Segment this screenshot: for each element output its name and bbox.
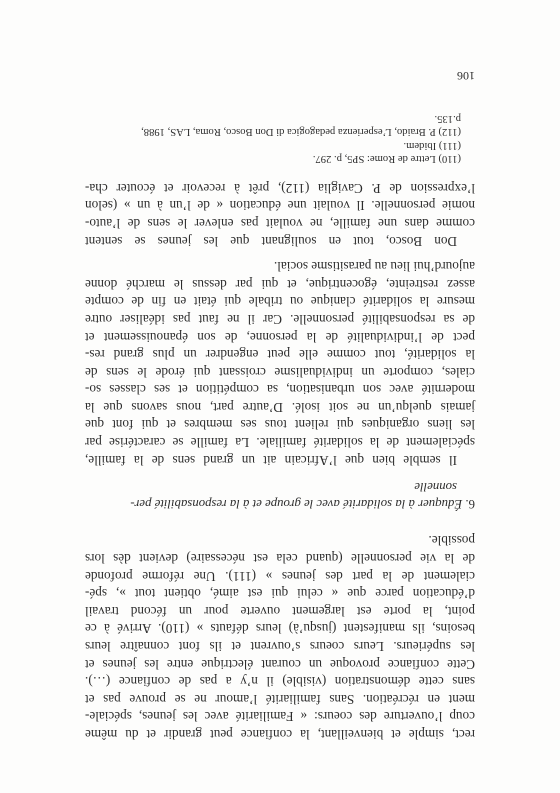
page-number: 106	[457, 69, 475, 83]
text-line: de sa responsabilité personnelle. Car il ne faut pas idéaliser outre	[85, 311, 475, 327]
text-line: les supérieurs. Leurs coeurs s’ouvrent et ils font connaître leurs	[85, 639, 475, 655]
text-line: jamais quelqu’un ne soit isolé. D’autre part, nous savons que la	[85, 399, 475, 415]
text-line: assez restreinte, égocentrique, et qui par dessus le marché donne	[85, 276, 475, 292]
text-line: coup l’ouverture des coeurs: « Familiarité avec les jeunes, spéciale-	[85, 709, 475, 725]
text-line: possible.	[428, 533, 475, 549]
text-line: d’éducation parce que « celui qui est aimé, obtient tout », spé-	[85, 586, 475, 602]
text-line: modernité avec son urbanisation, sa compétition et ses classes so-	[85, 382, 475, 398]
paragraph-donbosco	[85, 179, 475, 249]
text-line: spécialement de la solidarité familiale. La famille se caractérise par	[85, 435, 475, 451]
paragraph-africain	[85, 258, 475, 469]
text-line: pect de l’individualité de la personne, de son épanouissement et	[85, 329, 475, 345]
section-title: Éduquer à la solidarité avec le groupe et à la responsabilité per-	[130, 496, 463, 511]
text-line: cialement de la part des jeunes » (111). Une réforme profonde	[85, 568, 475, 584]
paragraph-gap	[85, 250, 475, 258]
text-line: l’expression de P. Caviglia (112), prêt à recevoir et écouter cha-	[85, 180, 475, 196]
text-line: aujourd’hui lieu au parasitisme social.	[273, 259, 475, 275]
text-line: la solidarité, tout comme elle peut engendrer un plus grand res-	[85, 347, 475, 363]
footnote-111: (111) Ibidem.	[403, 139, 461, 151]
paragraph-intro	[85, 532, 475, 743]
text-line: comme dans une famille, ne voulait pas enlever le sens de l’auto-	[85, 215, 475, 231]
text-line: ment en récréation. Sans familiarité l’amour ne se prouve pas et	[85, 691, 475, 707]
text-line: rect, simple et bienveillant, la confiance peut grandir et du même	[85, 727, 475, 742]
text-line: les liens organiques qui relient tous ses membres et qui font que	[85, 417, 475, 433]
text-line: nomie personnelle. Il voulait une éducation « de l’un à un » (selon	[85, 198, 475, 214]
footnote-112-continued: p.135.	[434, 112, 461, 124]
text-line: de la vie personnelle (quand cela est nécessaire) devient dès lors	[85, 551, 475, 567]
section-title-continued: sonnelle	[414, 480, 457, 495]
section-heading	[85, 479, 475, 512]
text-line: mesure la solidarité clanique ou tribale qui était en fin de compte	[85, 294, 475, 310]
section-number: 6.	[465, 496, 475, 511]
text-column	[85, 112, 475, 743]
text-line: besoins, ils manifestent (jusqu’à) leurs défauts » (110). Arrivé à ce	[85, 621, 475, 637]
text-line: Don Bosco, tout en soulignant que les jeunes se sentent	[85, 233, 457, 249]
text-line: Il semble bien que l’Africain ait un grand sens de la famille,	[85, 452, 457, 468]
text-line: Cette confiance provoque un courant électrique entre les jeunes et	[85, 656, 475, 672]
footnotes	[85, 112, 475, 166]
footnote-112: (112) P. Braido, L’esperienza pedagogica di Don Bosco, Roma, LAS, 1988,	[141, 126, 461, 138]
text-line: ciales, comporte un individualisme croissant qui érode le sens de	[85, 364, 475, 380]
section-heading-line	[85, 495, 475, 512]
text-line: point, la porte est largement ouverte pour un fécond travail	[85, 603, 475, 619]
text-line: sans cette démonstration (visible) il n’y a pas de confiance (…).	[85, 674, 475, 690]
footnote-110: (110) Lettre de Rome: SP5, p. 297.	[312, 153, 461, 165]
